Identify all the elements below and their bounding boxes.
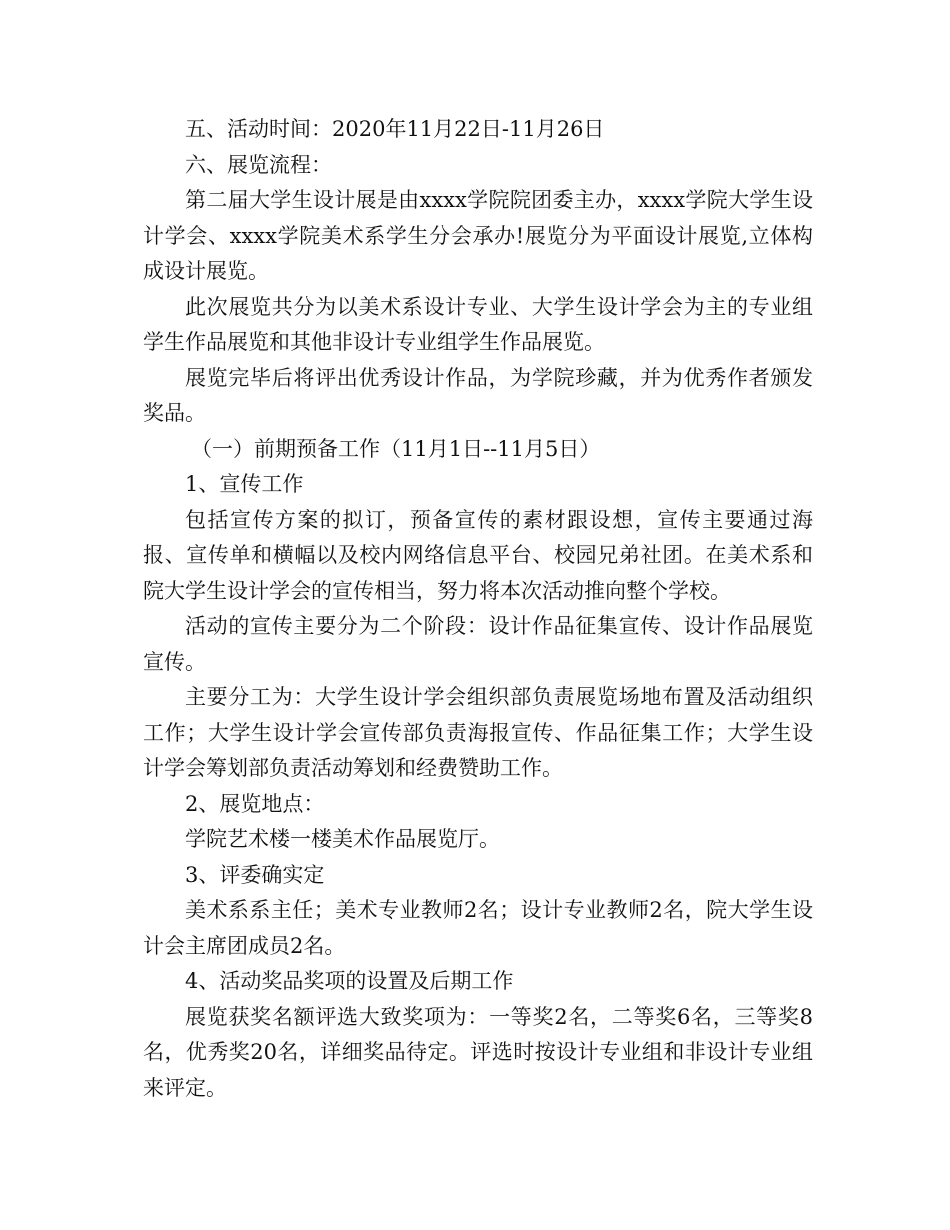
paragraph-prizes-details: 展览获奖名额评选大致奖项为：一等奖2名，二等奖6名，三等奖8名，优秀奖20名，详细奖品待定。评选时按设计专业组和非设计专业组来评定。 [143,1004,813,1100]
document-body [143,112,813,1106]
paragraph-venue-heading: 2、展览地点： [185,791,325,816]
paragraph-publicity-heading: 1、宣传工作 [185,472,304,496]
paragraph-judges-heading: 3、评委确实定 [185,862,325,887]
paragraph-exhibition-process-heading: 六、展览流程： [185,152,332,177]
paragraph-prizes-heading: 4、活动奖品奖项的设置及后期工作 [185,969,514,993]
paragraph-venue-details: 学院艺术楼一楼美术作品展览厅。 [185,827,500,851]
paragraph-judges-details: 美术系系主任；美术专业教师2名；设计专业教师2名，院大学生设计会主席团成员2名。 [143,898,813,958]
paragraph-division-of-labor: 主要分工为：大学生设计学会组织部负责展览场地布置及活动组织工作；大学生设计学会宣传部负责海报宣传、作品征集工作；大学生设计学会筹划部负责活动筹划和经费赞助工作。 [143,685,813,780]
paragraph-exhibition-groups: 此次展览共分为以美术系设计专业、大学生设计学会为主的专业组学生作品展览和其他非设计专业组学生作品展览。 [143,294,813,354]
paragraph-preparation-heading: （一）前期预备工作（11月1日--11月5日） [191,436,601,461]
paragraph-publicity-stages: 活动的宣传主要分为二个阶段：设计作品征集宣传、设计作品展览宣传。 [143,614,813,674]
paragraph-activity-time: 五、活动时间：2020年11月22日-11月26日 [185,117,605,141]
paragraph-awards-note: 展览完毕后将评出优秀设计作品，为学院珍藏，并为优秀作者颁发奖品。 [143,365,813,425]
paragraph-publicity-details: 包括宣传方案的拟订，预备宣传的素材跟设想，宣传主要通过海报、宣传单和横幅以及校内网络信息平台、校园兄弟社团。在美术系和院大学生设计学会的宣传相当，努力将本次活动推向整个学校。 [143,507,813,603]
paragraph-exhibition-organizers: 第二届大学生设计展是由xxxx学院院团委主办，xxxx学院大学生设计学会、xxxx学院美术系学生分会承办!展览分为平面设计展览,立体构成设计展览。 [143,188,813,283]
